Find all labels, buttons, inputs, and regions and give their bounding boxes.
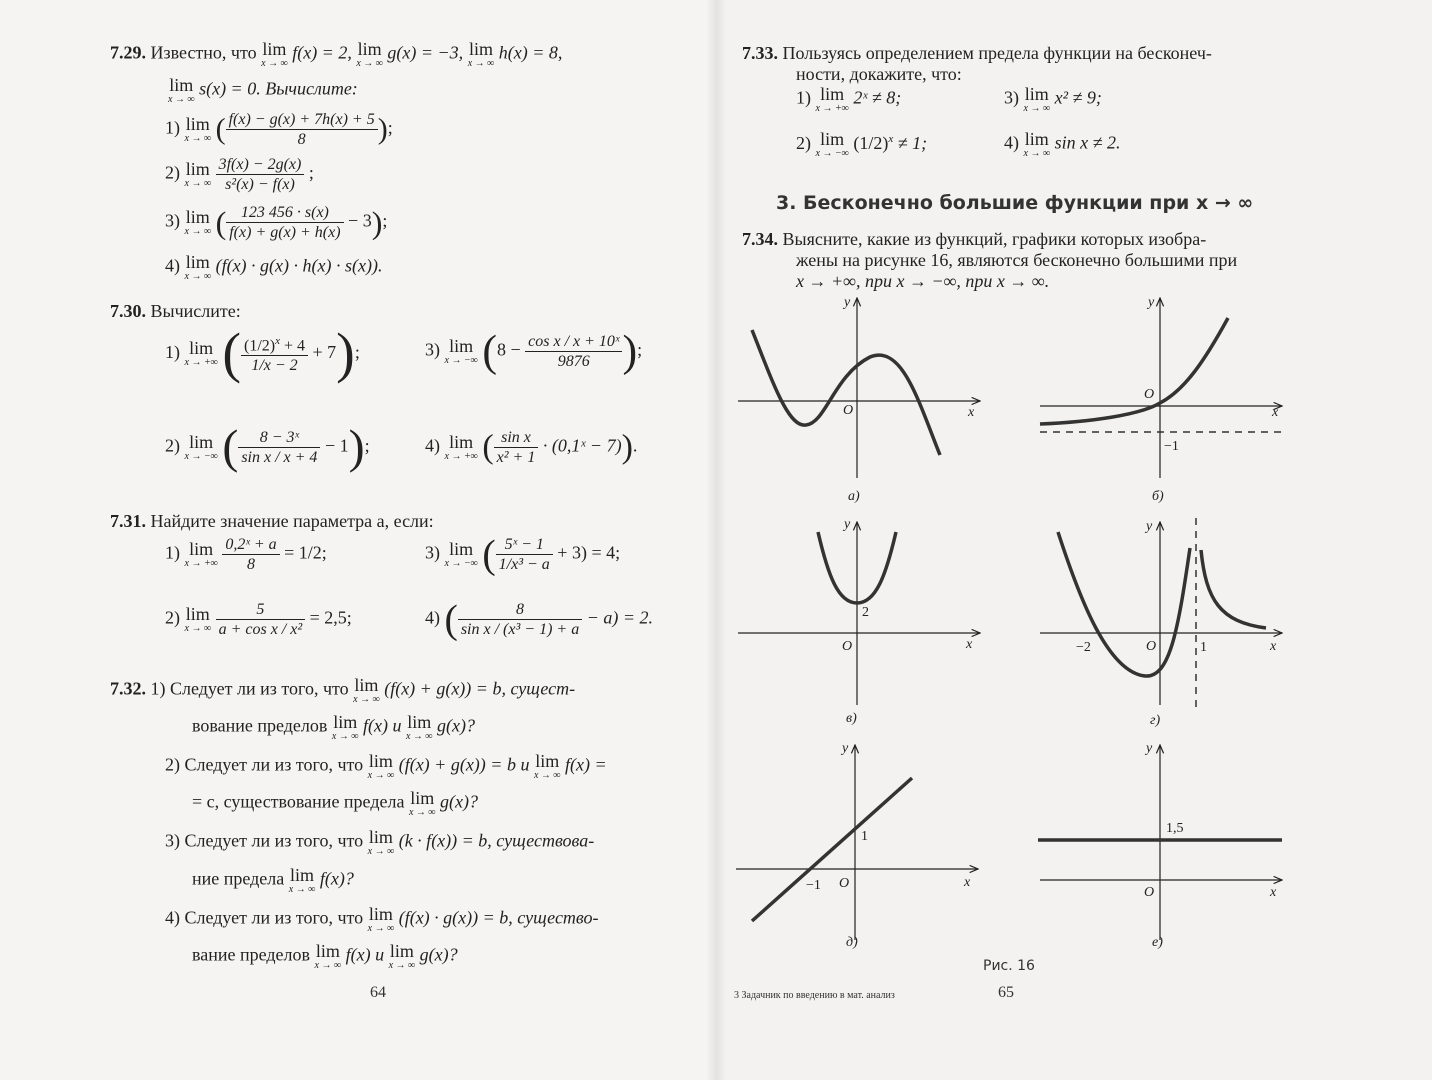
x-axis-label: x [1270,885,1277,900]
item-label: 1) [165,542,180,563]
origin-label: O [843,403,854,418]
limit-subscript: x → ∞ [184,178,212,189]
origin-label: O [1144,387,1155,402]
problem-text: g(x)? [419,944,458,965]
limit-subscript: x → ∞ [1023,103,1051,114]
numerator: 123 456 · s(x) [226,203,343,223]
problem-7-29-item-1: 1) lim x → ∞ ( $\frac{f(x) - g(x) + 7h(x) + 5}{8}$ ); [165,111,393,148]
limit-subscript: x → −∞ [184,451,218,462]
limit-subscript: x → ∞ [467,58,495,69]
y-axis-label: y [842,741,849,756]
page-number-left: 64 [370,984,386,1001]
limit-subscript: x → ∞ [184,133,212,144]
given-g: g(x) = −3, [387,42,464,63]
limit-subscript: x → ∞ [331,731,359,742]
denominator: x² + 1 [496,449,536,466]
origin-label: O [839,876,850,891]
item-label: 3) [1004,87,1019,108]
x-axis-label: x [966,637,973,652]
problem-text: f(x) и [345,944,385,965]
problem-7-31-item-3: 3) lim x → −∞ ( $\frac{\text{5ˣ − 1}}{\text{1/x³ − a}}$ + 3) = 4; [425,531,621,577]
problem-7-33-item-2: 2) lim x → −∞ $(1/2)^x \ne 1$; [796,129,928,160]
item-label: 4) [1004,132,1019,153]
problem-text: (f(x) + g(x)) = b, сущест- [384,678,576,699]
lim-text: lim [315,941,340,961]
problem-number: 7.30. [110,301,146,321]
expression: ≠ 1; [897,133,928,153]
curve-right-branch [1201,550,1266,628]
limit-subscript: x → ∞ [288,884,316,895]
limit-subscript: x → ∞ [388,960,416,971]
problem-text: (k · f(x)) = b, существова- [398,830,595,851]
plus-four: + 4 [283,337,306,355]
given-f: f(x) = 2, [292,42,352,63]
section-title: 3. Бесконечно большие функции при x → ∞ [776,192,1254,214]
item-label: 3) [165,210,180,231]
item-label: 4) [425,435,440,456]
problem-7-34-line-3: x → +∞, при x → −∞, при x → ∞. [796,271,1050,291]
numerator: cos x / x + 10ˣ [525,332,622,352]
x-axis-label: x [968,405,975,420]
half: 1/2 [859,133,883,153]
problem-7-29-item-3: 3) lim x → ∞ ( $\frac{123 456 \cdot s(x)}{f(x) + g(x) + h(x)}$ − 3); [165,204,388,241]
tail: − 1 [324,435,349,456]
limit-symbol: lim x → −∞ [444,336,478,366]
limit-symbol: lim x → ∞ [261,39,288,69]
y-axis-label: y [844,517,851,532]
expression: sin x ≠ 2. [1054,132,1121,153]
rhs: + 3) = 4; [557,542,621,563]
numerator: 0,2ˣ + a [222,535,279,555]
limit-subscript: x → ∞ [353,694,380,705]
item-label: 2) [165,162,180,183]
graph-label: б) [1152,489,1164,504]
item-label: 3) [165,830,180,851]
figure-caption: Рис. 16 [983,958,1035,974]
limit-subscript: x → −∞ [444,355,478,366]
limit-subscript: x → ∞ [367,770,395,781]
problem-7-30-item-3: 3) lim x → −∞ (8 − $\frac{\text{cos x / x + 10ˣ}}{9876}$ ); [425,326,643,376]
expression: 2ˣ ≠ 8; [853,87,902,108]
problem-text: Известно, что [150,42,257,63]
y-axis-label: y [844,295,851,310]
limit-symbol: lim x → −∞ [815,129,849,160]
lim-text: lim [368,904,393,924]
item-label: 2) [165,754,180,775]
denominator: f(x) + g(x) + h(x) [229,224,341,241]
lim-text: lim [290,865,315,885]
limit-subscript: x → ∞ [367,923,395,934]
origin-label: O [1144,885,1155,900]
fraction: $\frac{(1/2)^x + 4}{1/x - 2}$ [241,332,308,375]
problem-text: = c, существование предела [192,791,405,812]
limit-symbol: lim x → +∞ [815,84,849,114]
lim-text: lim [535,751,560,771]
limit-symbol: lim x → ∞ [184,252,212,282]
lim-text: lim [368,827,393,847]
tail: − 3 [348,210,372,231]
limit-subscript: x → −∞ [815,148,849,160]
numerator: f(x) − g(x) + 7h(x) + 5 [226,110,378,130]
limit-subscript: x → ∞ [533,770,561,781]
item-label: 1) [150,678,166,699]
limit-symbol: lim x → +∞ [184,338,218,369]
item-label: 4) [425,607,440,628]
problem-7-29-item-2: 2) lim x → ∞ $\frac{3f(x) - 2g(x)}{\text{s²(x) − f(x)}}$ ; [165,156,314,193]
y-axis-label: y [1146,519,1153,534]
problem-text: (f(x) · g(x)) = b, существо- [398,907,599,928]
tick-label: 2 [862,605,869,620]
x-axis-label: x [964,875,971,890]
tail: · (0,1ˣ − 7) [542,435,622,456]
problem-text: Следует ли из того, что [184,907,364,928]
problem-text: (f(x) + g(x)) = b и [398,754,530,775]
graph-v [738,517,980,726]
limit-subscript: x → +∞ [444,451,478,462]
problem-number: 7.29. [110,42,146,63]
lead: 8 − [496,339,521,360]
line-graph [752,778,912,921]
denominator: sin x / x + 4 [241,449,318,466]
graph-a [738,295,980,504]
graph-g [1040,518,1282,728]
problem-text: вание пределов [192,944,311,965]
problem-text: Пользуясь определением предела функции на бесконеч- [782,43,1212,63]
power: x [888,133,894,145]
tick-label: −1 [806,878,821,893]
expression: (f(x) · g(x) · h(x) · s(x)). [215,255,383,276]
x-axis-label: x [1272,405,1279,420]
denominator: 9876 [557,353,590,370]
problem-text: Следует ли из того, что [170,678,349,699]
lim-text: lim [407,712,432,732]
y-axis-label: y [1146,741,1153,756]
limit-subscript: x → ∞ [168,94,195,105]
curve [752,330,940,455]
limit-symbol: lim x → ∞ [184,207,212,237]
limit-subscript: x → ∞ [408,807,436,818]
limit-symbol: lim x → ∞ [184,604,212,634]
origin-label: O [1146,639,1157,654]
item-label: 2) [796,133,811,153]
limit-symbol: lim x → −∞ [444,539,478,569]
problem-text: ние предела [192,868,285,889]
tick-label: 1 [1200,640,1207,655]
graph-label: е) [1152,935,1163,950]
problem-text: Вычислите: [150,301,241,321]
limit-subscript: x → ∞ [405,731,433,742]
problem-text: Найдите значение параметра a, если: [150,511,434,531]
tick-label: −2 [1076,640,1091,655]
limit-subscript: x → ∞ [184,271,212,282]
denominator: 8 [297,131,306,148]
limit-subscript: x → +∞ [184,357,218,369]
item-label: 4) [165,907,180,928]
graph-label: в) [846,711,857,726]
denominator: 1/x − 2 [251,357,298,375]
lim-text: lim [368,751,393,771]
limit-symbol: lim x → ∞ [467,39,495,69]
page-number-right: 65 [998,984,1014,1001]
rhs: = 1/2; [284,542,327,563]
problem-7-34-line-2: жены на рисунке 16, являются бесконечно большими при [796,250,1238,270]
given-h: h(x) = 8, [498,42,563,63]
problem-7-30-item-2: 2) lim x → −∞ ( $\frac{\text{8 − 3ˣ}}{\text{sin x / x + 4}}$ − 1); [165,420,370,474]
y-axis-label: y [1148,295,1155,310]
lim-text: lim [410,788,435,808]
problem-number: 7.31. [110,511,146,531]
tick-label: 1 [861,829,868,844]
item-label: 3) [425,542,440,563]
item-label: 1) [165,341,180,362]
expression: x² ≠ 9; [1054,87,1102,108]
item-label: 2) [165,435,180,456]
given-s: s(x) = 0. Вычислите: [199,78,358,99]
half: 1/2 [249,337,270,355]
limit-symbol: lim x → ∞ [356,39,383,69]
problem-number: 7.34. [742,229,778,249]
power: x [275,335,280,347]
rhs: − a) = 2. [586,607,653,628]
limit-subscript: x → ∞ [314,960,342,971]
numerator: 5ˣ − 1 [496,535,553,555]
lim-text: lim [389,941,414,961]
problem-7-30-item-4: 4) lim x → +∞ ( $\frac{\text{sin x}}{\text{x² + 1}}$ · (0,1ˣ − 7)). [425,428,638,466]
numerator: 8 [458,600,582,620]
graph-b [1040,295,1286,504]
limit-symbol: lim x → +∞ [184,539,218,569]
lim-text: lim [354,675,379,695]
numerator: sin x [494,428,539,448]
limit-subscript: x → +∞ [184,558,218,569]
problem-text: f(x)? [319,868,354,889]
limit-symbol: lim x → +∞ [444,432,478,462]
problem-text: вование пределов [192,715,328,736]
limit-symbol: lim x → ∞ [1023,129,1051,159]
problem-number: 7.33. [742,43,778,63]
denominator: 1/x³ − a [498,556,550,573]
origin-label: O [842,639,853,654]
problem-7-30-item-1: 1) lim x → +∞ ( $\frac{(1/2)^x + 4}{1/x - 2}$ + 7); [165,322,360,385]
limit-symbol: lim x → ∞ [184,114,212,144]
limit-subscript: x → ∞ [356,58,383,69]
tail: + 7 [312,341,337,362]
curve [1040,318,1228,424]
denominator: a + cos x / x² [218,621,303,638]
item-label: 1) [165,117,180,138]
page-footer-note: 3 Задачник по введению в мат. анализ [734,990,895,1001]
rhs: = 2,5; [309,607,352,628]
tick-label: −1 [1164,439,1179,454]
graph-label: г) [1150,713,1161,728]
limit-subscript: x → ∞ [367,846,395,857]
limit-subscript: x → +∞ [815,103,849,114]
item-label: 1) [796,87,811,108]
lim-text: lim [333,712,358,732]
problem-text: f(x) и [362,715,402,736]
denominator: s²(x) − f(x) [225,176,295,193]
problem-text: g(x)? [437,715,476,736]
problem-7-31-item-4: 4) ( $\frac{8}{\text{sin x / (x³ − 1) + a}}$ − a) = 2. [425,596,653,642]
graph-label: д) [846,935,858,950]
item-label: 2) [165,607,180,628]
denominator: 8 [246,556,255,573]
numerator: 8 − 3ˣ [238,428,320,448]
limit-symbol: lim x → ∞ [1023,84,1051,114]
limit-subscript: x → ∞ [184,226,212,237]
graph-d [736,741,978,950]
item-label: 3) [425,339,440,360]
graph-e [1038,741,1282,950]
limit-symbol: lim x → −∞ [184,432,218,462]
problem-text: Выясните, какие из функций, графики которых изобра- [782,229,1207,249]
tick-label: 1,5 [1166,821,1184,836]
problem-7-33-line-2: ности, докажите, что: [796,64,962,84]
denominator: sin x / (x³ − 1) + a [460,621,580,638]
problem-text: g(x)? [440,791,478,812]
item-label: 4) [165,255,180,276]
limit-subscript: x → ∞ [184,623,212,634]
problem-text: f(x) = [565,754,607,775]
graph-label: а) [848,489,860,504]
limit-subscript: x → ∞ [261,58,288,69]
limit-subscript: x → −∞ [444,558,478,569]
problem-text: Следует ли из того, что [184,830,364,851]
problem-number: 7.32. [110,678,146,699]
numerator: 3f(x) − 2g(x) [216,155,305,175]
problem-text: Следует ли из того, что [184,754,364,775]
limit-symbol: lim x → ∞ [168,75,195,105]
limit-subscript: x → ∞ [1023,148,1051,159]
numerator: 5 [216,600,306,620]
limit-symbol: lim x → ∞ [184,159,212,189]
x-axis-label: x [1270,639,1277,654]
